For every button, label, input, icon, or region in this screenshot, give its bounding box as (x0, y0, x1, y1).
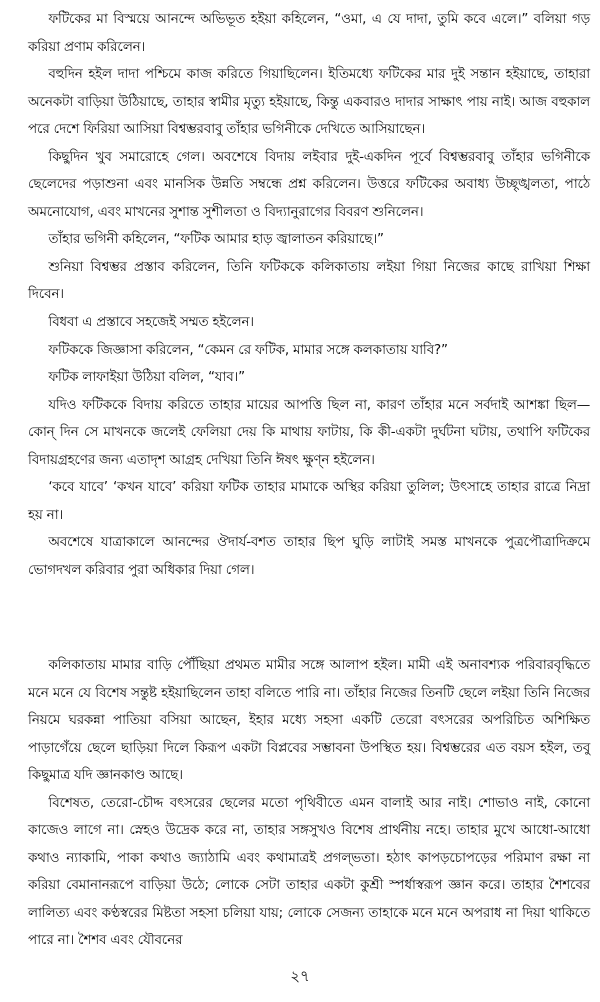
paragraph: ফটিক লাফাইয়া উঠিয়া বলিল, “যাব।” (48, 369, 245, 386)
paragraph: বিশেষত, তেরো-চৌদ্দ বৎসরের ছেলের মতো পৃথিবীতে এমন বালাই আর নাই। শোভাও নাই, কোনো কাজেও লাগে না। স্নেহও উদ্রেক করে না, তাহার সঙ্গসুখও বিশেষ প্রার্থনীয় নহে। তাহার মুখে আধো-আধো কথাও ন্যাকামি, পাকা কথাও জ্যাঠামি এবং কথামাত্রই প্রগল্‌ভতা। হঠাৎ কাপড়চোপড়ের পরিমাণ রক্ষা না করিয়া বেমানানরূপে বাড়িয়া উঠে; লোকে সেটা তাহার একটা কুশ্রী স্পর্ধাস্বরূপ জ্ঞান করে। তাহার শৈশবের লালিত্য এবং কণ্ঠস্বরের মিষ্টতা সহসা চলিয়া যায়; লোকে সেজন্য তাহাকে মনে মনে অপরাধ না দিয়া থাকিতে পারে না। শৈশব এবং যৌবনের (28, 794, 590, 949)
paragraph: ‘কবে যাবে’ ‘কখন যাবে’ করিয়া ফটিক তাহার মামাকে অস্থির করিয়া তুলিল; উৎসাহে তাহার রাত্রে নিদ্রা হয় না। (28, 479, 590, 523)
paragraph: তাঁহার ভগিনী কহিলেন, “ফটিক আমার হাড় জ্বালাতন করিয়াছে।” (48, 231, 384, 248)
text-section-1 (28, 6, 590, 584)
text-section-2 (28, 652, 590, 955)
paragraph: যদিও ফটিককে বিদায় করিতে তাহার মায়ের আপত্তি ছিল না, কারণ তাঁহার মনে সর্বদাই আশঙ্কা ছিল—কোন্‌ দিন সে মাখনকে জলেই ফেলিয়া দেয় কি মাথায় ফাটায়, কি কী-একটা দুর্ঘটনা ঘটায়, তথাপি ফটিকের বিদায়গ্রহণের জন্য এতাদৃশ আগ্রহ দেখিয়া তিনি ঈষৎ ক্ষুণ্ন হইলেন। (28, 396, 590, 468)
paragraph: বহুদিন হইল দাদা পশ্চিমে কাজ করিতে গিয়াছিলেন। ইতিমধ্যে ফটিকের মার দুই সন্তান হইয়াছে, তাহারা অনেকটা বাড়িয়া উঠিয়াছে, তাহার স্বামীর মৃত্যু হইয়াছে, কিন্তু একবারও দাদার সাক্ষাৎ পায় নাই। আজ বহুকাল পরে দেশে ফিরিয়া আসিয়া বিশ্বম্ভরবাবু তাঁহার ভগিনীকে দেখিতে আসিয়াছেন। (28, 66, 590, 138)
page-number: ২৭ (290, 967, 310, 985)
paragraph: ফটিকের মা বিস্ময়ে আনন্দে অভিভূত হইয়া কহিলেন, “ওমা, এ যে দাদা, তুমি কবে এলে।” বলিয়া গড় করিয়া প্রণাম করিলেন। (28, 11, 590, 55)
paragraph: কলিকাতায় মামার বাড়ি পৌঁছিয়া প্রথমত মামীর সঙ্গে আলাপ হইল। মামী এই অনাবশ্যক পরিবারবৃদ্ধিতে মনে মনে যে বিশেষ সন্তুষ্ট হইয়াছিলেন তাহা বলিতে পারি না। তাঁহার নিজের তিনটি ছেলে লইয়া তিনি নিজের নিয়মে ঘরকন্না পাতিয়া বসিয়া আছেন, ইহার মধ্যে সহসা একটি তেরো বৎসরের অপরিচিত অশিক্ষিত পাড়াগেঁয়ে ছেলে ছাড়িয়া দিলে কিরূপ একটা বিপ্লবের সম্ভাবনা উপস্থিত হয়। বিশ্বম্ভরের এত বয়স হইল, তবু কিছুমাত্র যদি জ্ঞানকাণ্ড আছে। (28, 657, 590, 784)
paragraph: ফটিককে জিজ্ঞাসা করিলেন, “কেমন রে ফটিক, মামার সঙ্গে কলকাতায় যাবি?” (48, 341, 448, 358)
paragraph: শুনিয়া বিশ্বম্ভর প্রস্তাব করিলেন, তিনি ফটিককে কলিকাতায় লইয়া গিয়া নিজের কাছে রাখিয়া শিক্ষা দিবেন। (28, 258, 590, 303)
paragraph: কিছুদিন খুব সমারোহে গেল। অবশেষে বিদায় লইবার দুই-একদিন পূর্বে বিশ্বম্ভরবাবু তাঁহার ভগিনীকে ছেলেদের পড়াশুনা এবং মানসিক উন্নতি সম্বন্ধে প্রশ্ন করিলেন। উত্তরে ফটিকের অবাধ্য উচ্ছৃঙ্খলতা, পাঠে অমনোযোগ, এবং মাখনের সুশান্ত সুশীলতা ও বিদ্যানুরাগের বিবরণ শুনিলেন। (28, 148, 590, 220)
paragraph: অবশেষে যাত্রাকালে আনন্দের ঔদার্য-বশত তাহার ছিপ ঘুড়ি লাটাই সমস্ত মাখনকে পুত্রপৌত্রাদিক্রমে ভোগদখল করিবার পুরা অধিকার দিয়া গেল। (28, 534, 590, 578)
paragraph: বিধবা এ প্রস্তাবে সহজেই সম্মত হইলেন। (48, 314, 254, 331)
